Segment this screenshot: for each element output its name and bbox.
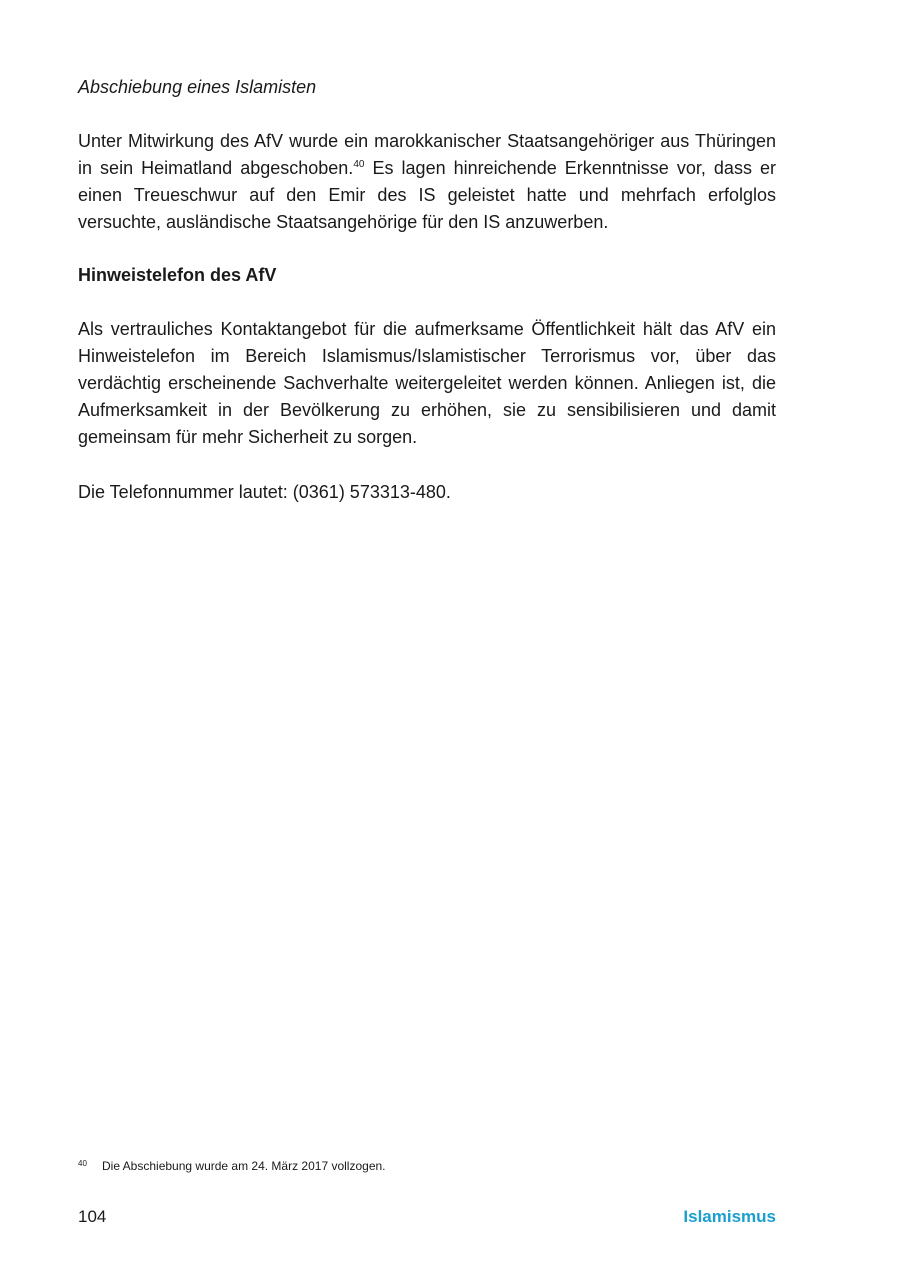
paragraph-hotline: Als vertrauliches Kontaktangebot für die aufmerksame Öffentlichkeit hält das AfV ein Hinweistelefon im Bereich Islamismus/Islamistischer Terrorismus vor, über das verdächtig erscheinende Sachverhalte weitergeleitet werden können. Anliegen ist, die Aufmerksamkeit in der Bevölkerung zu erhöhen, sie zu sensibilisieren und damit gemeinsam für mehr Sicherheit zu sorgen. [78, 319, 776, 447]
paragraph-text-before-ref: Unter Mitwirkung des AfV wurde ein marokkanischer Staatsangehöriger aus Thüringen in sein Heimatland abgeschoben. [78, 131, 776, 178]
paragraph-text-after-ref: Es lagen hinreichende Erkenntnisse vor, dass er einen Treueschwur auf den Emir des IS geleistet hatte und mehrfach erfolglos versuchte, ausländische Staatsangehörige für den IS anzuwerben. [78, 158, 776, 232]
paragraph-phone-number: Die Telefonnummer lautet: (0361) 573313-480. [78, 482, 451, 502]
footnote [78, 1158, 776, 1174]
section-title: Abschiebung eines Islamisten [78, 77, 317, 97]
footnote-reference[interactable]: 40 [353, 159, 365, 170]
page-number: 104 [78, 1207, 107, 1226]
footnote-text: Die Abschiebung wurde am 24. März 2017 vollzogen. [102, 1159, 386, 1173]
footer-section-name: Islamismus [683, 1207, 776, 1226]
footnote-number: 40 [78, 1159, 87, 1168]
paragraph-deportation [78, 128, 776, 236]
subheading-hotline: Hinweistelefon des AfV [78, 265, 277, 285]
